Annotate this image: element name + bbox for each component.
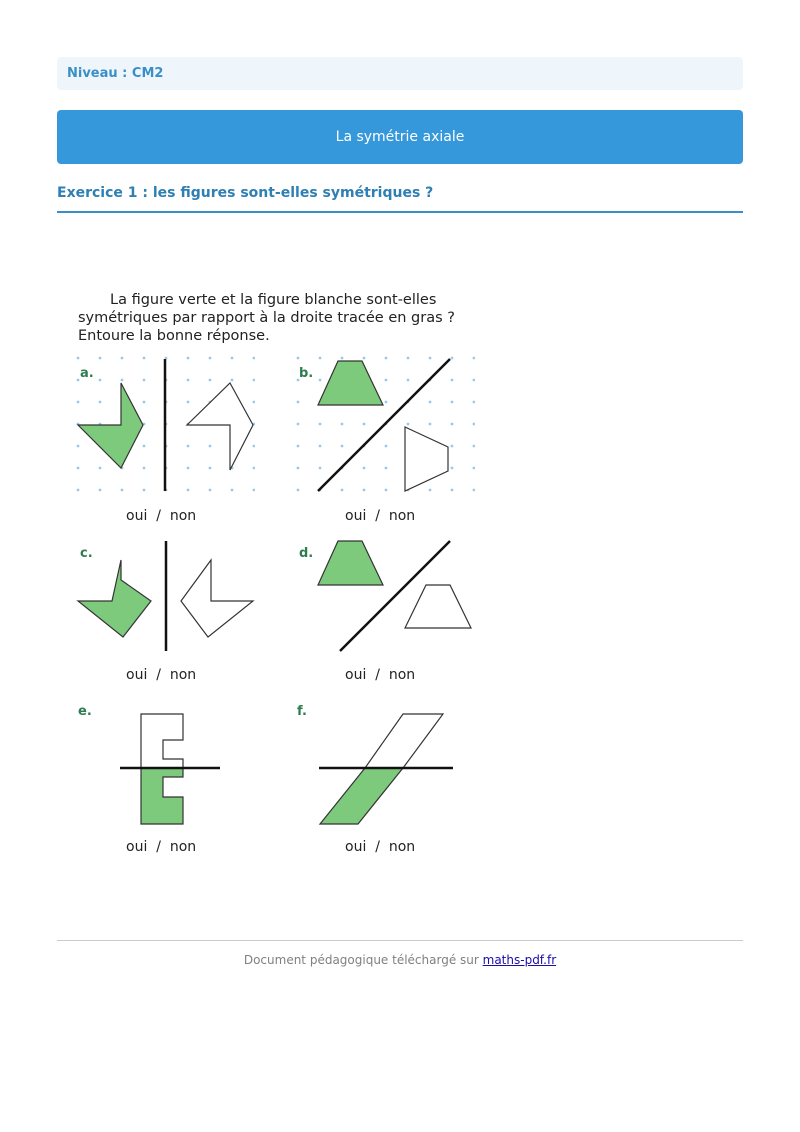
- title-banner: [57, 110, 743, 164]
- instruction-line-1: La figure verte et la figure blanche sont-elles: [110, 292, 437, 308]
- answer-choice-e[interactable]: oui / non: [126, 839, 197, 855]
- instruction-line-3: Entoure la bonne réponse.: [78, 328, 270, 344]
- figure-c: [78, 541, 253, 651]
- figure-c-label: c.: [80, 546, 93, 561]
- figure-a-label: a.: [80, 366, 94, 381]
- figure-e: [78, 704, 220, 824]
- answer-choice-b[interactable]: oui / non: [345, 508, 416, 524]
- figure-f: [297, 704, 453, 824]
- footer-divider: [57, 940, 743, 941]
- footer-text: Document pédagogique téléchargé sur: [243, 953, 483, 967]
- level-banner: [57, 57, 743, 90]
- worksheet-image: [70, 285, 490, 865]
- instruction-line-2: symétriques par rapport à la droite tracée en gras ?: [78, 310, 455, 326]
- figure-d: [299, 541, 471, 651]
- answer-choice-c[interactable]: oui / non: [126, 667, 197, 683]
- figure-e-label: e.: [78, 704, 92, 719]
- answer-choice-d[interactable]: oui / non: [345, 667, 416, 683]
- level-text: Niveau : CM2: [67, 66, 164, 81]
- answer-choice-f[interactable]: oui / non: [345, 839, 416, 855]
- figure-b-label: b.: [299, 366, 314, 381]
- figure-d-label: d.: [299, 546, 314, 561]
- figure-a: [75, 355, 255, 497]
- exercise-heading: Exercice 1 : les figures sont-elles symétriques ?: [57, 185, 743, 213]
- answer-choice-a[interactable]: oui / non: [126, 508, 197, 524]
- footer: [57, 953, 743, 967]
- figure-b: [293, 355, 475, 497]
- footer-link[interactable]: maths-pdf.fr: [482, 953, 557, 967]
- page-title: La symétrie axiale: [335, 129, 465, 145]
- figure-f-label: f.: [297, 704, 307, 719]
